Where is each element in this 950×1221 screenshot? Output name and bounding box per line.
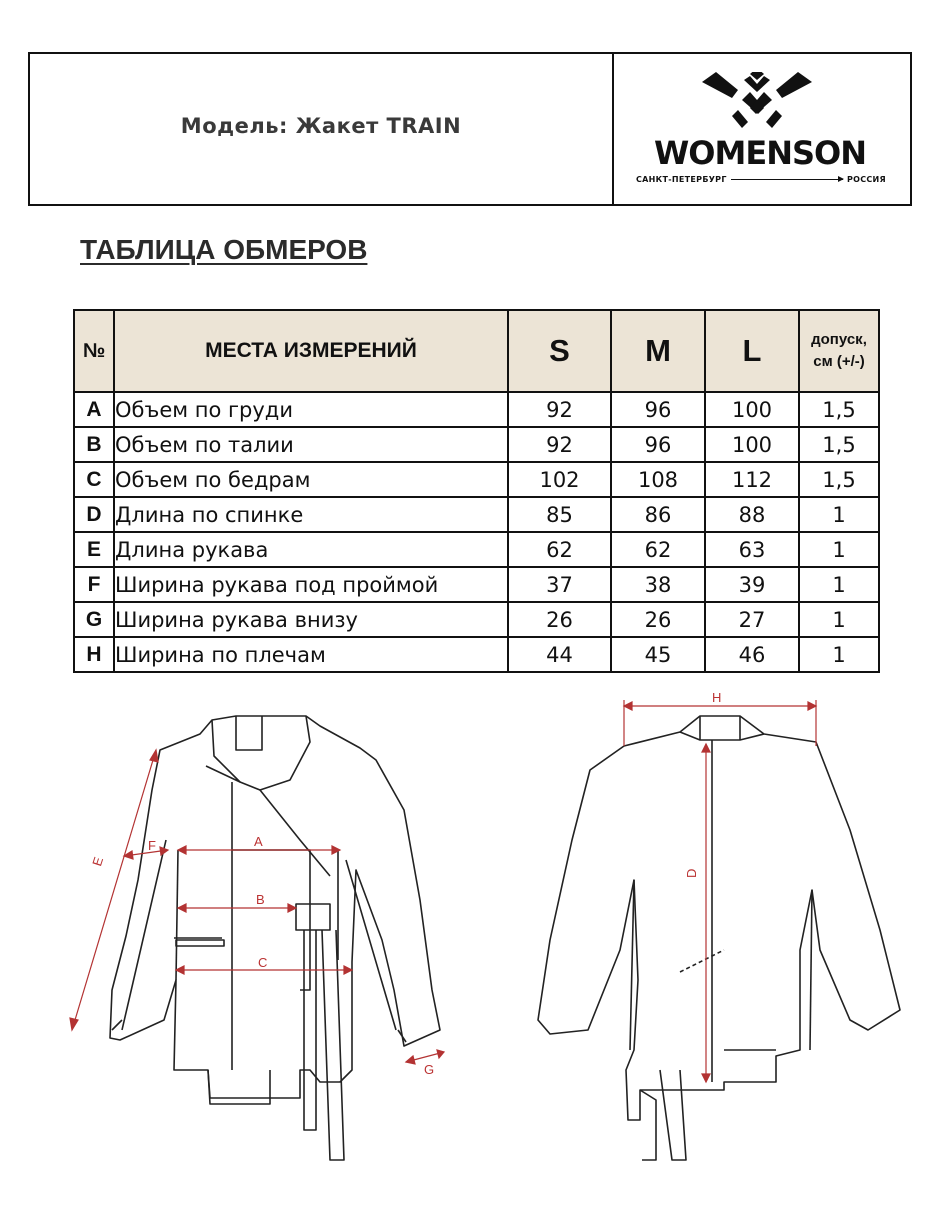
jacket-sketches [0,690,950,1221]
header-tolerance-line2: см (+/-) [813,353,865,370]
jacket-front-drawing [110,716,440,1160]
header-tolerance-line1: допуск, [811,331,867,348]
table-row [74,532,879,567]
table-row [74,637,879,672]
row-size-m: 26 [611,602,705,637]
label-h: H [712,690,722,705]
label-a: A [254,834,263,849]
row-letter: E [74,532,114,567]
row-size-l: 27 [705,602,799,637]
row-size-s: 85 [508,497,611,532]
row-size-m: 38 [611,567,705,602]
row-tolerance: 1 [799,602,879,637]
table-row [74,497,879,532]
row-place: Ширина по плечам [114,637,508,672]
row-size-m: 45 [611,637,705,672]
row-size-m: 96 [611,392,705,427]
row-letter: F [74,567,114,602]
table-header-row [74,310,879,392]
page-title: ТАБЛИЦА ОБМЕРОВ [80,234,368,265]
header-size-s: S [508,310,611,392]
row-place: Ширина рукава под проймой [114,567,508,602]
table-row [74,602,879,637]
row-size-l: 63 [705,532,799,567]
row-tolerance: 1 [799,637,879,672]
row-tolerance: 1 [799,567,879,602]
header-size-l: L [705,310,799,392]
header-tolerance [799,310,879,392]
row-tolerance: 1 [799,497,879,532]
table-row [74,392,879,427]
row-letter: D [74,497,114,532]
label-f: F [148,838,156,853]
row-place: Длина рукава [114,532,508,567]
row-place: Длина по спинке [114,497,508,532]
label-g: G [424,1062,435,1077]
row-size-m: 86 [611,497,705,532]
row-size-l: 88 [705,497,799,532]
brand-location [636,175,886,184]
row-size-s: 92 [508,427,611,462]
jacket-drawings [0,690,950,1221]
row-size-m: 62 [611,532,705,567]
row-size-s: 37 [508,567,611,602]
dimension-labels [89,690,721,1077]
label-b: B [256,892,265,907]
row-size-s: 44 [508,637,611,672]
row-size-l: 100 [705,392,799,427]
dimension-lines [70,700,816,1082]
row-size-s: 62 [508,532,611,567]
table-row [74,462,879,497]
row-place: Объем по бедрам [114,462,508,497]
row-letter: C [74,462,114,497]
table-row [74,427,879,462]
brand-city: САНКТ-ПЕТЕРБУРГ [636,175,727,184]
brand-logo-icon [702,72,812,130]
jacket-back-drawing [538,716,900,1160]
row-size-m: 96 [611,427,705,462]
model-title: Модель: Жакет TRAIN [180,114,462,138]
row-letter: H [74,637,114,672]
row-size-l: 100 [705,427,799,462]
label-d: D [684,868,699,878]
model-cell [30,54,614,204]
header-box [28,52,912,206]
row-letter: A [74,392,114,427]
row-tolerance: 1 [799,532,879,567]
row-size-l: 39 [705,567,799,602]
row-size-l: 46 [705,637,799,672]
row-place: Объем по груди [114,392,508,427]
row-letter: B [74,427,114,462]
row-tolerance: 1,5 [799,427,879,462]
brand-name: WOMENSON [653,134,866,172]
row-letter: G [74,602,114,637]
measurements-table [73,309,880,673]
row-tolerance: 1,5 [799,462,879,497]
row-size-s: 102 [508,462,611,497]
table-row [74,567,879,602]
header-place: МЕСТА ИЗМЕРЕНИЙ [114,310,508,392]
header-no: № [74,310,114,392]
brand-cell [614,54,910,204]
label-e: E [89,855,107,868]
row-size-s: 92 [508,392,611,427]
row-place: Объем по талии [114,427,508,462]
row-size-m: 108 [611,462,705,497]
row-size-l: 112 [705,462,799,497]
arrow-right-icon [731,179,843,180]
row-tolerance: 1,5 [799,392,879,427]
label-c: C [258,955,268,970]
header-size-m: M [611,310,705,392]
row-place: Ширина рукава внизу [114,602,508,637]
row-size-s: 26 [508,602,611,637]
brand-country: РОССИЯ [846,175,886,184]
